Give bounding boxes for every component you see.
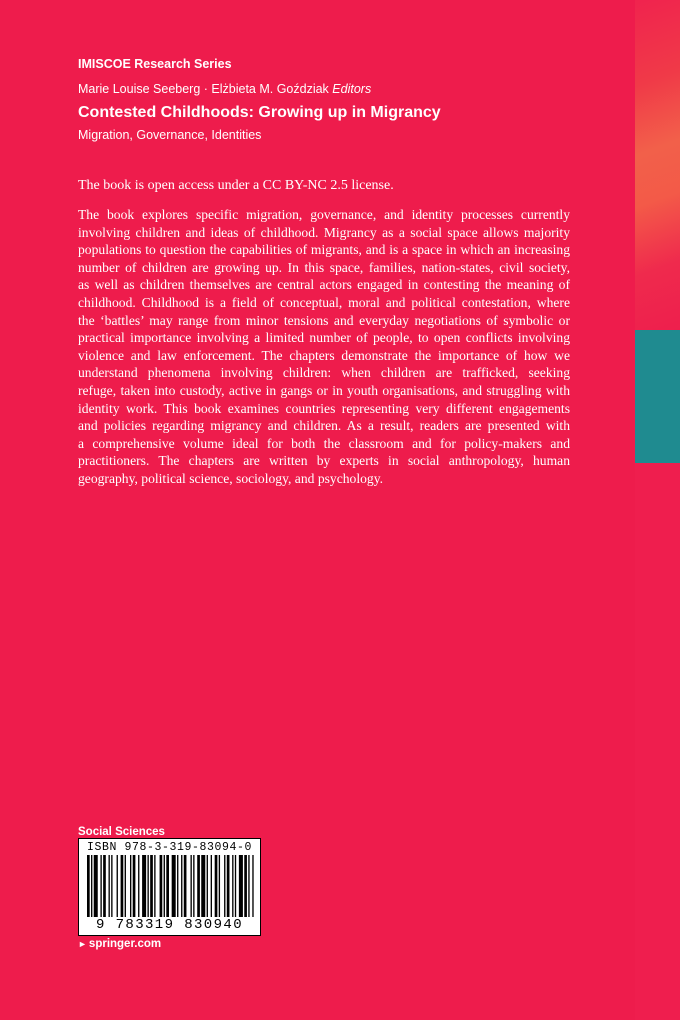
description-line: understand phenomena involving children: when children are trafficked, seeking (78, 365, 570, 381)
barcode-bar (111, 855, 112, 917)
barcode-bar (193, 855, 194, 917)
cover-photo-strip (635, 0, 680, 330)
license-statement: The book is open access under a CC BY-NC 2.5 license. (78, 178, 394, 193)
barcode-bar (197, 855, 200, 917)
barcode-bar (224, 855, 225, 917)
barcode-bar (201, 855, 205, 917)
description-line: number of children are growing up. In this space, families, nation-states, civil society, (78, 259, 570, 275)
arrow-right-icon: ► (78, 939, 87, 949)
barcode-bar (232, 855, 233, 917)
book-description (78, 206, 570, 488)
barcode-bar (117, 855, 118, 917)
barcode-bar (207, 855, 208, 917)
barcode-bar (235, 855, 236, 917)
barcode-bar (166, 855, 169, 917)
description-line: involving children and ideas of childhood. Migrancy as a social space allows majority (78, 224, 570, 240)
barcode-bar (164, 855, 165, 917)
isbn-barcode (78, 838, 261, 936)
barcode-bar (215, 855, 218, 917)
barcode-bar (103, 855, 106, 917)
publisher-website (78, 938, 161, 950)
series-name: IMISCOE Research Series (78, 57, 232, 71)
barcode-bar (211, 855, 212, 917)
description-line: the ‘battles’ may range from minor tensions and everyday negotiations of symbolic or (78, 312, 570, 328)
barcode-bar (142, 855, 146, 917)
barcode-bar (150, 855, 153, 917)
description-line: practical importance involving a limited number of people, to open conflicts involving (78, 330, 570, 346)
barcode-bar (227, 855, 230, 917)
barcode-bar (190, 855, 191, 917)
barcode-bar (248, 855, 249, 917)
description-line: identity work. This book examines countries representing very different engagements (78, 400, 570, 416)
barcode-bar (177, 855, 178, 917)
website-label: springer.com (88, 938, 162, 950)
barcode-bar (87, 855, 90, 917)
barcode-bar (244, 855, 247, 917)
description-line: geography, political science, sociology, and psychology. (78, 470, 384, 486)
book-subtitle: Migration, Governance, Identities (78, 128, 262, 142)
barcode-bar (100, 855, 101, 917)
barcode-bar (172, 855, 176, 917)
barcode-bar (94, 855, 98, 917)
description-line: childhood. Childhood is a field of conceptual, moral and political contestation, where (78, 294, 570, 310)
description-line: practitioners. The chapters are written by experts in social anthropology, human (78, 453, 570, 469)
subject-category: Social Sciences (78, 826, 165, 838)
description-line: refuge, taken into custody, active in gangs or in youth organisations, and struggling with (78, 382, 570, 398)
editors-role: Editors (332, 82, 372, 96)
description-line: populations to question the capabilities of migrants, and is a space in which an increasing (78, 242, 570, 258)
editor-names: Marie Louise Seeberg · Elżbieta M. Goździak (78, 82, 329, 96)
barcode-bar (147, 855, 148, 917)
barcode-bars (87, 855, 255, 917)
barcode-bar (125, 855, 126, 917)
barcode-bar (154, 855, 155, 917)
description-line: violence and law enforcement. The chapters demonstrate the importance of how we (78, 347, 570, 363)
description-line: as well as children themselves are central actors engaged in contesting the meaning of (78, 277, 570, 293)
barcode-bar (160, 855, 163, 917)
barcode-bar (121, 855, 124, 917)
description-line: a comprehensive volume ideal for both the classroom and for policy-makers and (78, 435, 570, 451)
description-line: The book explores specific migration, governance, and identity processes currently (78, 207, 570, 222)
teal-accent-block (635, 330, 680, 463)
barcode-bar (181, 855, 182, 917)
barcode-bar (133, 855, 136, 917)
barcode-bar (138, 855, 139, 917)
description-line: and policies regarding migrancy and children. As a result, readers are presented with (78, 418, 570, 434)
barcode-bar (219, 855, 220, 917)
isbn-text: ISBN 978-3-319-83094-0 (86, 841, 253, 854)
barcode-bar (109, 855, 110, 917)
book-title: Contested Childhoods: Growing up in Migrancy (78, 104, 441, 121)
barcode-bar (184, 855, 187, 917)
editors-line (78, 82, 371, 96)
barcode-bar (91, 855, 92, 917)
barcode-bar (239, 855, 243, 917)
ean-digits: 9 783319 830940 (95, 917, 244, 933)
barcode-bar (252, 855, 253, 917)
barcode-bar (130, 855, 131, 917)
